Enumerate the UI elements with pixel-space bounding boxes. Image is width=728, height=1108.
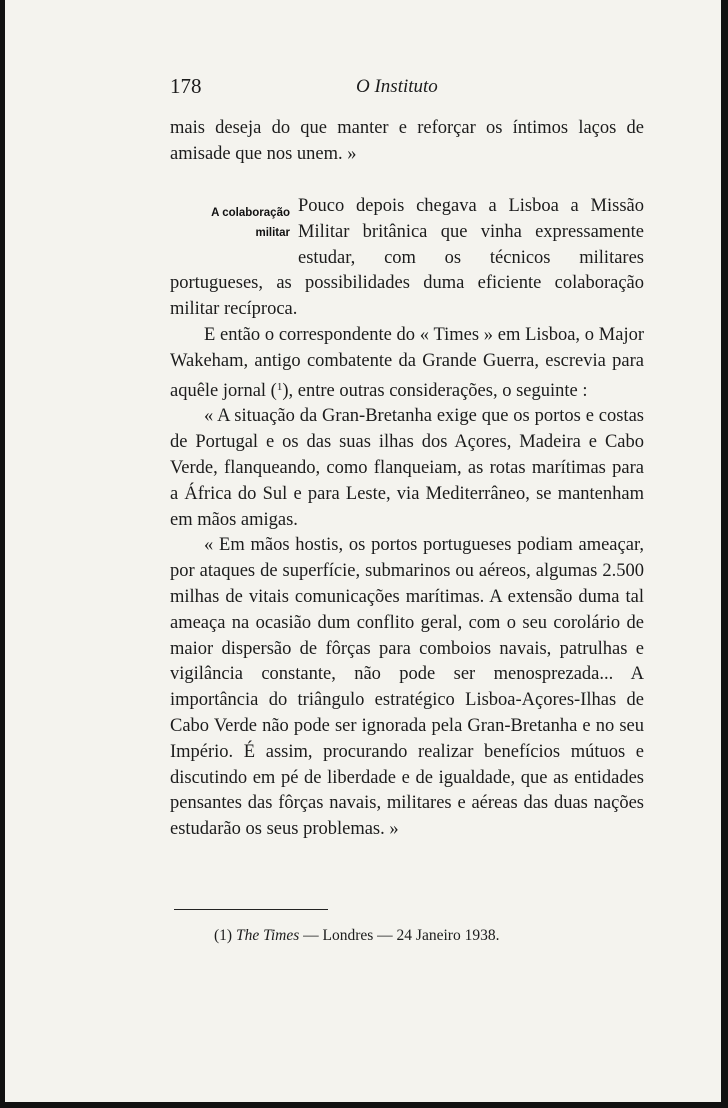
body-text-section [170, 194, 644, 843]
paragraph-times-text-1: E então o correspondente do « Times » em Lisboa, o Major Wakeham, antigo combatente da Grande Guerra, escrevia para aquêle jornal ( [170, 324, 644, 401]
paragraph-quote-2: « Em mãos hostis, os portos portugueses podiam ameaçar, por ataques de superfície, submarinos ou aéreos, algumas 2.500 milhas de vitais comunicações marítimas. A extensão duma tal ameaça na ocasião dum conflito geral, com o seu corolário de maior dispersão de fôrças para comboios navais, patrulhas e vigilância constante, não pode ser menosprezada... A importância do triângulo estratégico Lisboa-Açores-Ilhas de Cabo Verde não pode ser ignorada pela Gran-Bretanha e no seu Império. É assim, procurando realizar benefícios mútuos e discutindo em pé de liberdade e de igualdade, que as entidades pensantes das fôrças navais, militares e aéreas das duas nações estudarão os seus problemas. » [170, 535, 644, 840]
margin-note-line-1: A colaboração [211, 207, 290, 219]
paragraph-continuation: mais deseja do que manter e reforçar os íntimos laços de amisade que nos unem. » [170, 118, 644, 164]
page-number: 178 [170, 74, 202, 98]
paragraph-times-text-2: ), entre outras considerações, o seguinte : [282, 380, 588, 401]
footnote-reference[interactable]: 1 [276, 380, 283, 393]
page-header [170, 74, 648, 104]
body-text [170, 116, 644, 168]
paragraph-times [170, 323, 644, 404]
footnote-divider [174, 909, 328, 910]
paragraph-mission-text: Pouco depois chegava a Lisboa a Missão Militar britânica que vinha expressamente estudar, com os técnicos militares portugueses, as possibilidades duma eficiente colaboração militar recíproca. [170, 196, 644, 320]
scan-border-right [721, 0, 728, 1108]
footnote-source: The Times [235, 927, 300, 944]
margin-note-line-2: militar [255, 227, 290, 239]
scan-border-bottom [0, 1102, 728, 1108]
margin-note-space [170, 194, 298, 271]
footnote [214, 927, 499, 945]
running-title: O Instituto [356, 76, 438, 97]
scan-border-left [0, 0, 5, 1108]
paragraph-quote-1: « A situação da Gran-Bretanha exige que os portos e costas de Portugal e os das suas ilhas dos Açores, Madeira e Cabo Verde, flanqueando, como flanqueiam, as rotas marítimas para a África do Sul e para Leste, via Mediterrâneo, se mantenham em mãos amigas. [170, 406, 644, 530]
footnote-text: — Londres — 24 Janeiro 1938. [303, 927, 500, 944]
paragraph-mission [170, 194, 644, 323]
footnote-marker: (1) [214, 927, 233, 944]
